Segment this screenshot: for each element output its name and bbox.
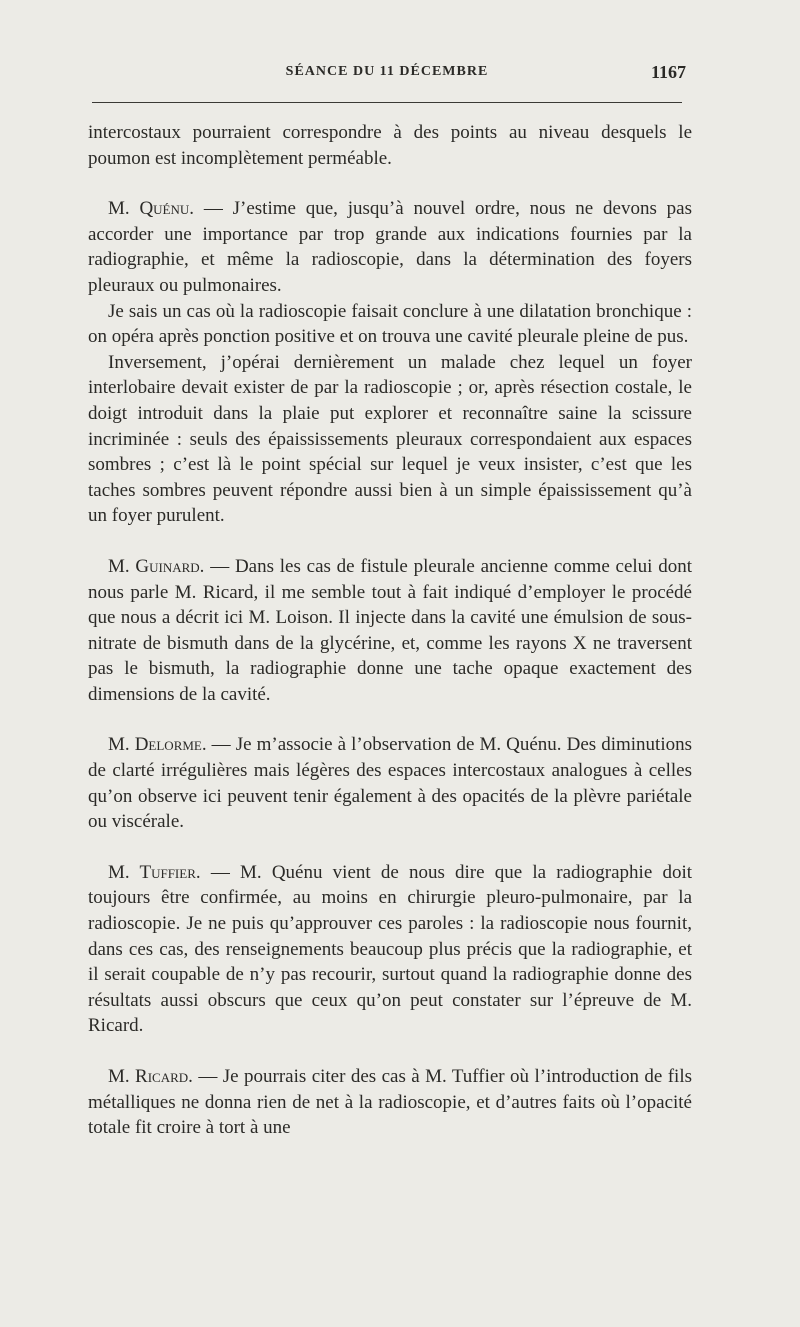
paragraph-delorme [88, 732, 692, 834]
running-title: SÉANCE DU 11 DÉCEMBRE [285, 64, 489, 79]
paragraph-text: intercostaux pourraient correspondre à des points au niveau desquels le poumon est incomplètement perméable. [88, 122, 692, 169]
paragraph-continuation [88, 120, 692, 171]
paragraph-text: — J’estime que, jusqu’à nouvel ordre, nous ne devons pas accorder une importance par trop grande aux indications fournies par la radiographie, et même la radioscopie, dans la détermination des foyers pleuraux ou pulmonaires. [88, 198, 692, 296]
speaker-name: M. Delorme. [108, 734, 207, 756]
page-number: 1167 [650, 62, 686, 82]
speaker-name: M. Guinard. [108, 555, 205, 577]
speaker-name: M. Quénu. [108, 198, 195, 220]
paragraph-ricard [88, 1064, 692, 1141]
speaker-name: M. Ricard. [108, 1066, 193, 1087]
paragraph-text: Je sais un cas où la radioscopie faisait conclure à une dilatation bronchique : on opéra après ponction positive et on trouva une cavité pleurale pleine de pus. [88, 300, 692, 348]
body-text [88, 120, 692, 1141]
paragraph-text: — Je m’associe à l’observation de M. Quénu. Des diminutions de clarté irrégulières mais légères des espaces intercostaux analogues à celles qu’on observe ici peuvent tenir également à des opacités de la plèvre pariétale ou viscérale. [88, 734, 692, 833]
paragraph-quenu-3 [88, 350, 692, 529]
header-rule [92, 102, 682, 103]
paragraph-text: — M. Quénu vient de nous dire que la radiographie doit toujours être confirmée, au moins en chirurgie pleuro-pulmonaire, par la radioscopie. Je ne puis qu’approuver ces paroles : la radioscopie nous fournit, dans ces cas, des renseignements beaucoup plus précis que la radiographie, et il serait coupable de n’y pas recourir, surtout quand la radiographie donne des résultats aussi obscurs que ceux qu’on peut constater sur l’épreuve de M. Ricard. [88, 861, 693, 1037]
paragraph-quenu [88, 196, 692, 298]
paragraph-tuffier [88, 860, 692, 1039]
paragraph-text: Inversement, j’opérai dernièrement un malade chez lequel un foyer interlobaire devait exister de par la radioscopie ; or, après résection costale, le doigt introduit dans la plaie put explorer et reconnaître saine la scissure incriminée : seuls des épaississements pleuraux correspondaient aux espaces sombres ; c’est là le point spécial sur lequel je veux insister, c’est que les taches sombres peuvent répondre aussi bien à un simple épaississement qu’à un foyer purulent. [88, 351, 692, 527]
speaker-name: M. Tuffier. [108, 861, 201, 883]
running-header [88, 64, 686, 86]
paragraph-text: — Dans les cas de fistule pleurale ancienne comme celui dont nous parle M. Ricard, il me semble tout à fait indiqué d’employer le procédé que nous a décrit ici M. Loison. Il injecte dans la cavité une émulsion de sous-nitrate de bismuth dans de la glycérine, et, comme les rayons X ne traversent pas le bismuth, la radiographie donne une tache opaque exactement des dimensions de la cavité. [88, 555, 692, 705]
paragraph-quenu-2 [88, 299, 692, 350]
paragraph-guinard [88, 554, 692, 708]
paragraph-text: — Je pourrais citer des cas à M. Tuffier où l’introduction de fils métalliques ne donna rien de net à la radioscopie, et d’autres faits où l’opacité totale fit croire à tort à une [88, 1066, 692, 1139]
